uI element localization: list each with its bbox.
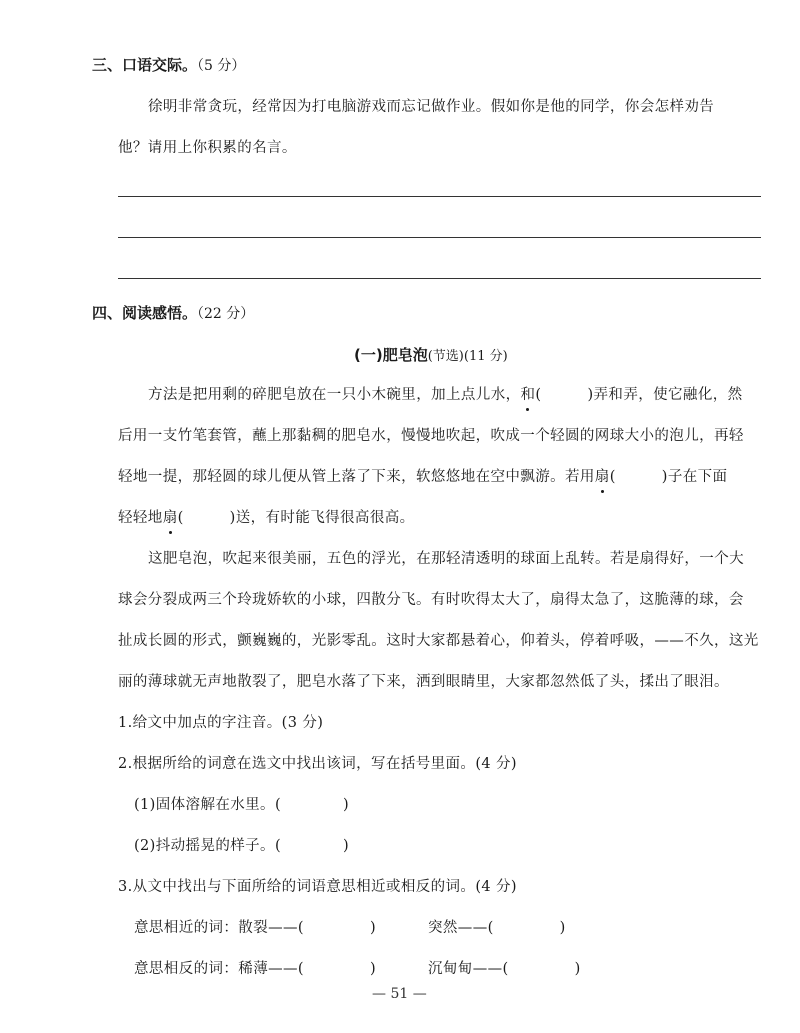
paren-close: ) <box>343 838 350 854</box>
passage-title-score: (11 分) <box>463 349 508 364</box>
question-2-2 <box>134 834 349 855</box>
paren-close: ) <box>343 797 350 813</box>
passage-title-note: (节选) <box>427 349 464 364</box>
paren-open: ( <box>609 469 616 485</box>
answer-line-1[interactable] <box>118 196 761 197</box>
text-run: (1)固体溶解在水里。( <box>134 797 281 813</box>
text-run: 突然——( <box>428 920 494 936</box>
text-run: 方法是把用剩的碎肥皂放在一只小木碗里，加上点儿水， <box>148 387 521 403</box>
text-run: )子在下面 <box>661 469 728 485</box>
section3-heading <box>92 54 245 75</box>
passage-title-main: (一)肥皂泡 <box>354 346 428 364</box>
question-3-opp <box>134 957 376 978</box>
dotted-char-shan-2: 扇 <box>163 506 178 527</box>
passage-title <box>354 344 508 365</box>
text-run: (2)抖动摇晃的样子。( <box>134 838 281 854</box>
passage-p1-line1 <box>148 383 743 404</box>
question-2: 2.根据所给的词意在选文中找出该词，写在括号里面。(4 分) <box>118 756 517 772</box>
paren-open: ( <box>177 510 184 526</box>
section3-prompt-line1: 徐明非常贪玩，经常因为打电脑游戏而忘记做作业。假如你是他的同学，你会怎样劝告 <box>148 99 715 115</box>
passage-p2-line2: 球会分裂成两三个玲珑娇软的小球，四散分飞。有时吹得太大了，扇得太急了，这脆薄的球，会 <box>118 592 744 608</box>
paren-close: ) <box>369 920 377 936</box>
text-run: 意思相近的词：散裂——( <box>134 920 304 936</box>
passage-p2-line3: 扯成长圆的形式，颤巍巍的，光影零乱。这时大家都悬着心，仰着头，停着呼吸，——不久，这光 <box>118 633 759 649</box>
text-run: 轻轻地 <box>118 510 163 526</box>
passage-p2-line4: 丽的薄球就无声地散裂了，肥皂水落了下来，洒到眼睛里，大家都忽然低了头，揉出了眼泪。 <box>118 674 729 690</box>
text-run: )送，有时能飞得很高很高。 <box>229 510 415 526</box>
question-2-1 <box>134 793 349 814</box>
text-run: )弄和弄，使它融化，然 <box>587 387 743 403</box>
question-3-near <box>134 916 376 937</box>
section3-score: （5 分） <box>197 58 246 74</box>
question-1: 1.给文中加点的字注音。(3 分) <box>118 715 324 731</box>
passage-p1-line4 <box>118 506 415 527</box>
dotted-char-shan-1: 扇 <box>595 465 610 486</box>
answer-line-2[interactable] <box>118 237 761 238</box>
answer-line-3[interactable] <box>118 278 761 279</box>
paren-close: ) <box>574 961 581 977</box>
question-3-near-2 <box>428 916 566 937</box>
paren-open: ( <box>535 387 542 403</box>
section4-heading <box>92 302 254 323</box>
question-3: 3.从文中找出与下面所给的词语意思相近或相反的词。(4 分) <box>118 879 517 895</box>
dotted-char-he: 和 <box>521 383 536 404</box>
text-run: 轻地一提，那轻圆的球儿便从管上落了下来，软悠悠地在空中飘游。若用 <box>118 469 595 485</box>
section4-score: （22 分） <box>197 306 255 322</box>
passage-p2-line1: 这肥皂泡，吹起来很美丽，五色的浮光，在那轻清透明的球面上乱转。若是扇得好，一个大 <box>148 551 744 567</box>
text-run: 意思相反的词：稀薄——( <box>134 961 304 977</box>
passage-p1-line3 <box>118 465 727 486</box>
section3-prompt-line2: 他？请用上你积累的名言。 <box>118 140 297 156</box>
text-run: 沉甸甸——( <box>428 961 509 977</box>
paren-close: ) <box>559 920 566 936</box>
question-3-opp-2 <box>428 957 581 978</box>
section4-title: 四、阅读感悟。 <box>92 304 198 322</box>
passage-p1-line2: 后用一支竹笔套管，蘸上那黏稠的肥皂水，慢慢地吹起，吹成一个轻圆的网球大小的泡儿，再轻 <box>118 428 744 444</box>
paren-close: ) <box>369 961 377 977</box>
section3-title: 三、口语交际。 <box>92 56 198 74</box>
page-number: — 51 — <box>372 986 427 1002</box>
